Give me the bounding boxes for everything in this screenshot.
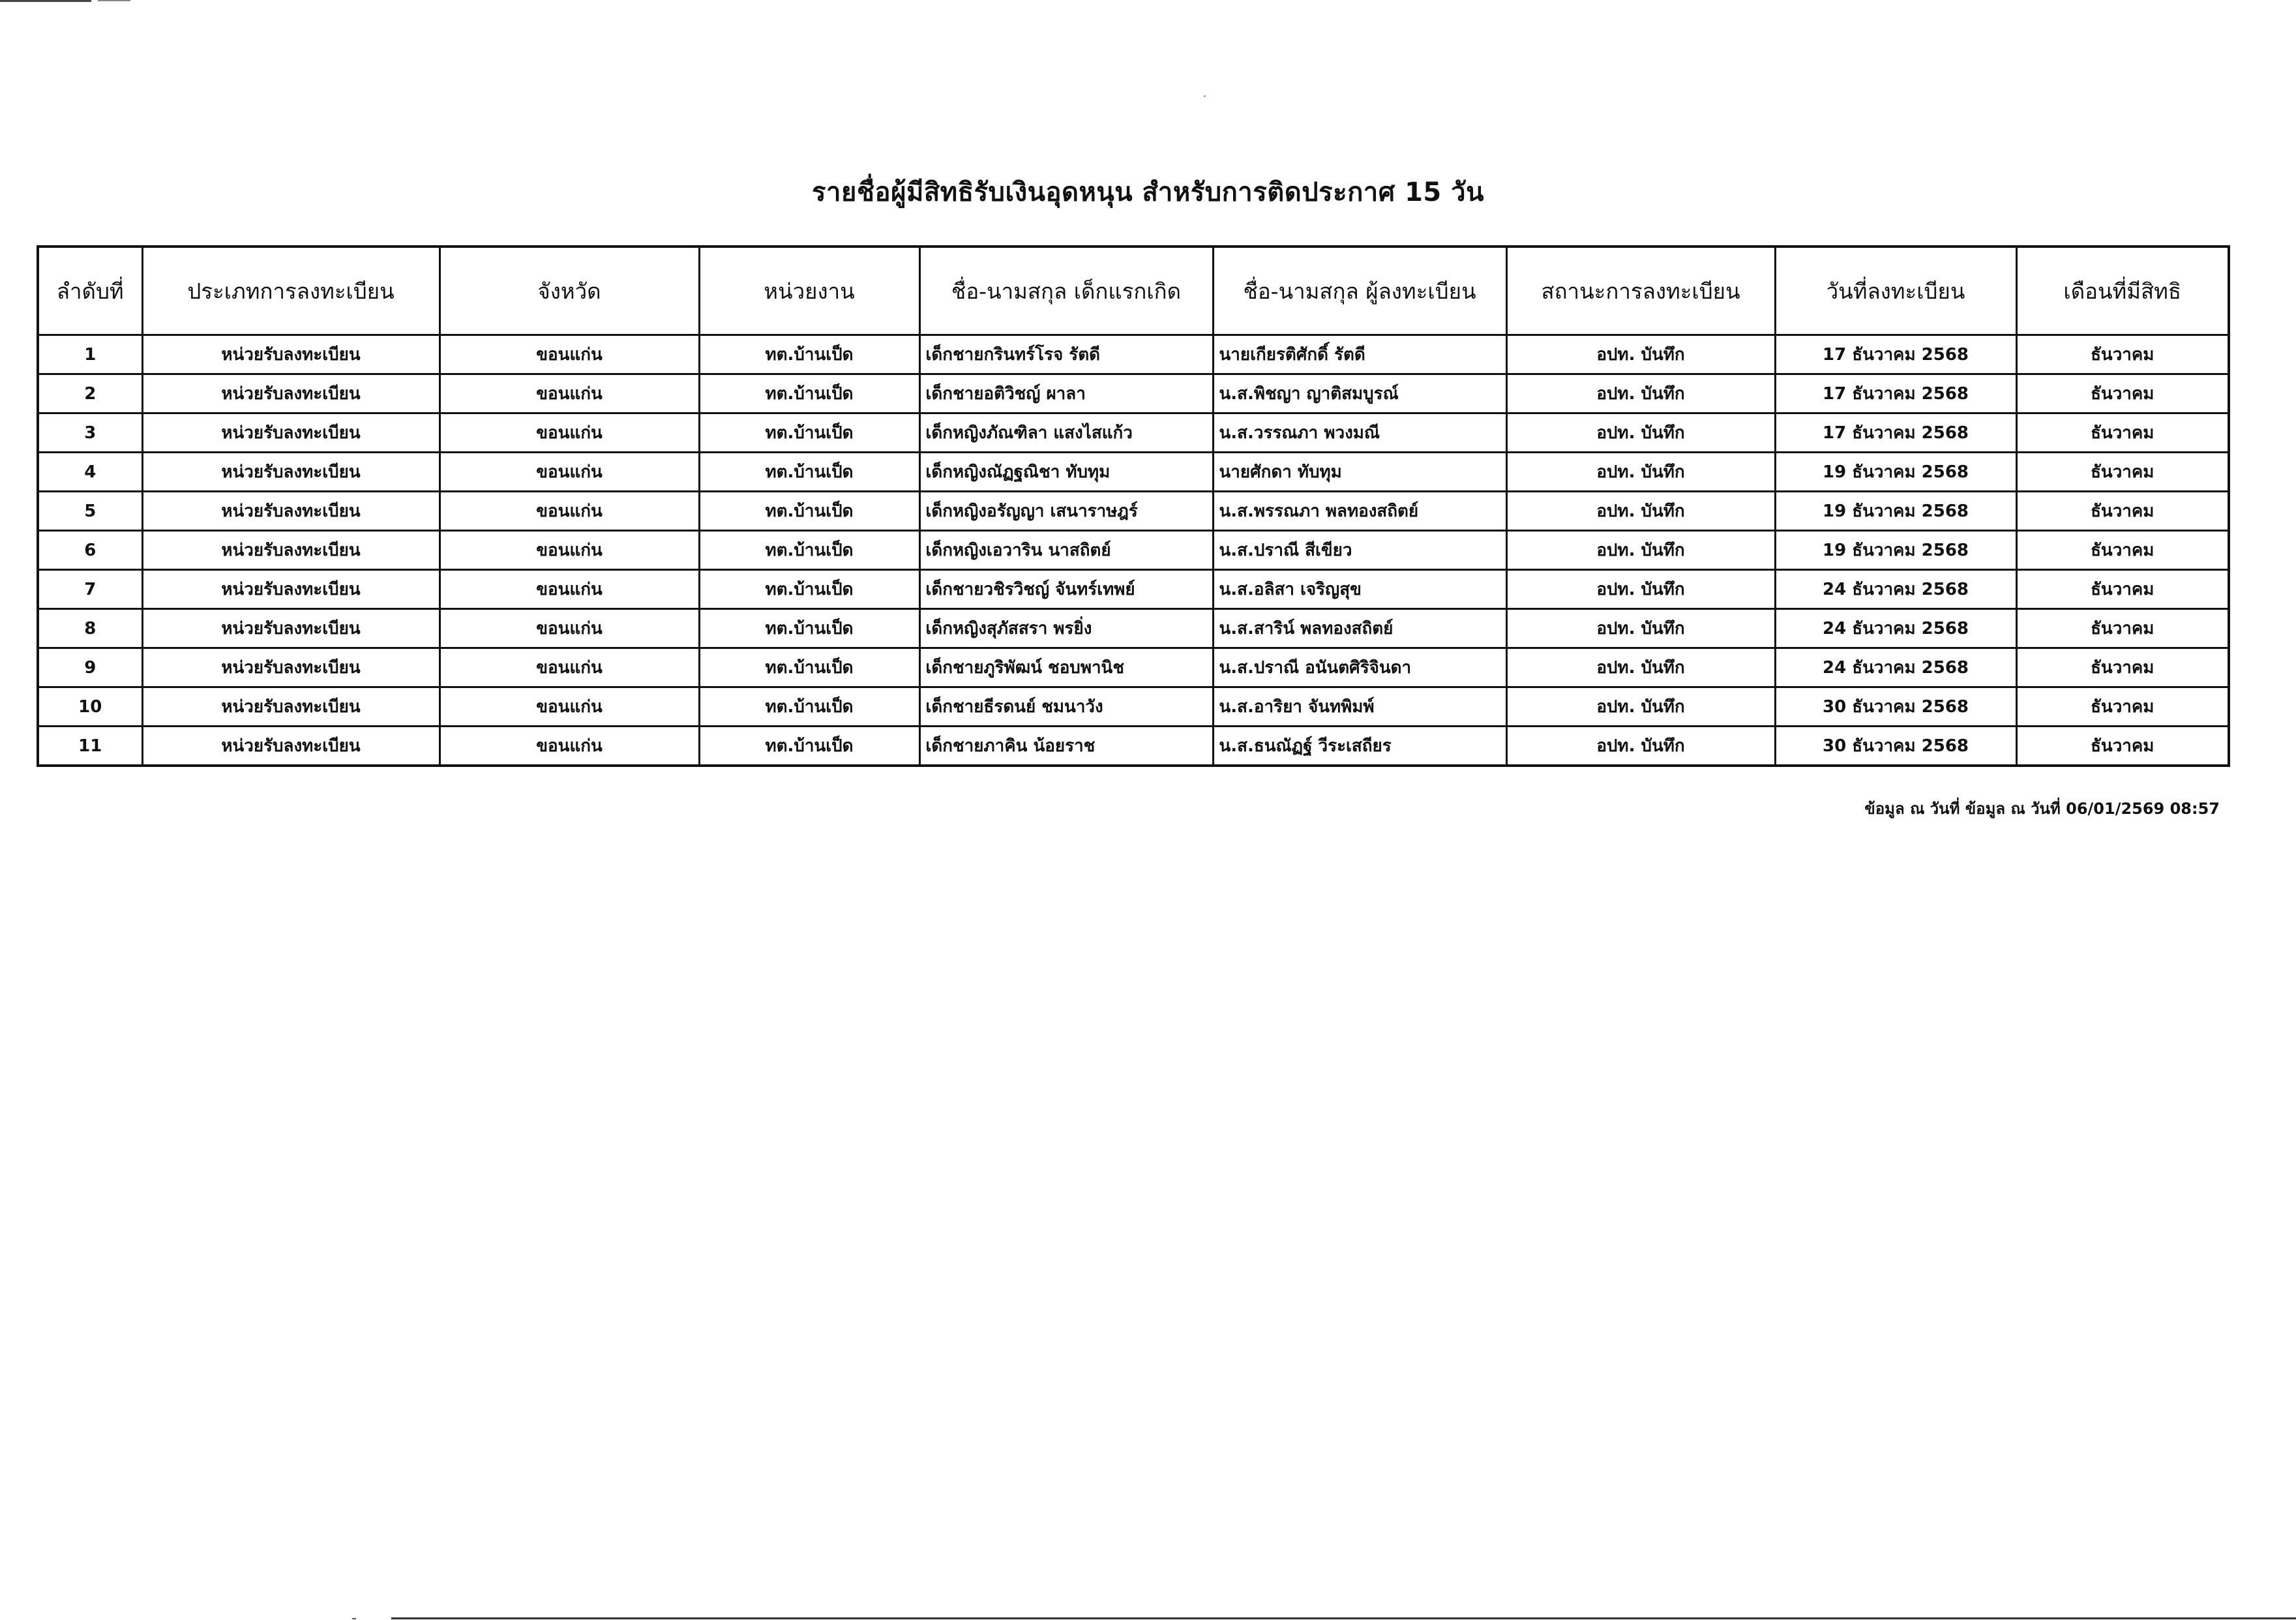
cell-eligible-month: ธันวาคม (2016, 413, 2229, 453)
table-row (38, 531, 2229, 570)
registration-table (37, 245, 2230, 767)
cell-registration-type: หน่วยรับลงทะเบียน (142, 335, 440, 374)
cell-agency: ทต.บ้านเป็ด (699, 335, 919, 374)
cell-province: ขอนแก่น (440, 531, 699, 570)
cell-province: ขอนแก่น (440, 453, 699, 492)
cell-registration-date: 24 ธันวาคม 2568 (1775, 648, 2016, 687)
cell-province: ขอนแก่น (440, 609, 699, 648)
cell-registration-date: 19 ธันวาคม 2568 (1775, 531, 2016, 570)
cell-registrant-name: น.ส.อลิสา เจริญสุข (1213, 570, 1506, 609)
table-header-row (38, 247, 2229, 335)
cell-province: ขอนแก่น (440, 492, 699, 531)
table-row (38, 492, 2229, 531)
cell-registration-status: อปท. บันทึก (1506, 413, 1775, 453)
cell-registration-date: 17 ธันวาคม 2568 (1775, 413, 2016, 453)
table-row (38, 335, 2229, 374)
cell-eligible-month: ธันวาคม (2016, 687, 2229, 727)
cell-registrant-name: น.ส.สาริน์ พลทองสถิตย์ (1213, 609, 1506, 648)
cell-registration-status: อปท. บันทึก (1506, 531, 1775, 570)
cell-province: ขอนแก่น (440, 374, 699, 413)
cell-eligible-month: ธันวาคม (2016, 570, 2229, 609)
cell-province: ขอนแก่น (440, 648, 699, 687)
header-registration-status: สถานะการลงทะเบียน (1506, 247, 1775, 335)
cell-registration-status: อปท. บันทึก (1506, 453, 1775, 492)
scan-speck (1204, 95, 1206, 97)
cell-registration-status: อปท. บันทึก (1506, 609, 1775, 648)
cell-newborn-name: เด็กชายอติวิชญ์ ผาลา (919, 374, 1213, 413)
cell-registration-date: 30 ธันวาคม 2568 (1775, 727, 2016, 766)
cell-index: 4 (38, 453, 142, 492)
cell-registration-type: หน่วยรับลงทะเบียน (142, 609, 440, 648)
cell-registration-type: หน่วยรับลงทะเบียน (142, 531, 440, 570)
cell-eligible-month: ธันวาคม (2016, 453, 2229, 492)
cell-registration-type: หน่วยรับลงทะเบียน (142, 727, 440, 766)
cell-newborn-name: เด็กชายภาคิน น้อยราช (919, 727, 1213, 766)
header-index: ลำดับที่ (38, 247, 142, 335)
table-row (38, 374, 2229, 413)
header-registration-type: ประเภทการลงทะเบียน (142, 247, 440, 335)
cell-newborn-name: เด็กหญิงสุภัสสรา พรยิ่ง (919, 609, 1213, 648)
cell-agency: ทต.บ้านเป็ด (699, 687, 919, 727)
cell-index: 11 (38, 727, 142, 766)
cell-agency: ทต.บ้านเป็ด (699, 453, 919, 492)
table-row (38, 727, 2229, 766)
cell-registration-date: 24 ธันวาคม 2568 (1775, 570, 2016, 609)
cell-agency: ทต.บ้านเป็ด (699, 727, 919, 766)
cell-registration-type: หน่วยรับลงทะเบียน (142, 374, 440, 413)
cell-registration-status: อปท. บันทึก (1506, 492, 1775, 531)
cell-agency: ทต.บ้านเป็ด (699, 374, 919, 413)
header-newborn-name: ชื่อ-นามสกุล เด็กแรกเกิด (919, 247, 1213, 335)
table-row (38, 453, 2229, 492)
cell-eligible-month: ธันวาคม (2016, 492, 2229, 531)
cell-registrant-name: น.ส.พรรณภา พลทองสถิตย์ (1213, 492, 1506, 531)
cell-registrant-name: น.ส.วรรณภา พวงมณี (1213, 413, 1506, 453)
cell-newborn-name: เด็กชายกรินทร์โรจ รัตดี (919, 335, 1213, 374)
table-row (38, 413, 2229, 453)
cell-agency: ทต.บ้านเป็ด (699, 609, 919, 648)
cell-eligible-month: ธันวาคม (2016, 727, 2229, 766)
cell-index: 1 (38, 335, 142, 374)
cell-eligible-month: ธันวาคม (2016, 374, 2229, 413)
cell-registration-status: อปท. บันทึก (1506, 687, 1775, 727)
cell-registration-type: หน่วยรับลงทะเบียน (142, 453, 440, 492)
cell-eligible-month: ธันวาคม (2016, 648, 2229, 687)
header-registrant-name: ชื่อ-นามสกุล ผู้ลงทะเบียน (1213, 247, 1506, 335)
cell-index: 8 (38, 609, 142, 648)
cell-province: ขอนแก่น (440, 335, 699, 374)
cell-registrant-name: นายศักดา ทับทุม (1213, 453, 1506, 492)
cell-eligible-month: ธันวาคม (2016, 609, 2229, 648)
cell-newborn-name: เด็กชายธีรดนย์ ชมนาวัง (919, 687, 1213, 727)
cell-registration-type: หน่วยรับลงทะเบียน (142, 413, 440, 453)
cell-registration-status: อปท. บันทึก (1506, 570, 1775, 609)
header-registration-date: วันที่ลงทะเบียน (1775, 247, 2016, 335)
header-eligible-month: เดือนที่มีสิทธิ (2016, 247, 2229, 335)
cell-registration-date: 17 ธันวาคม 2568 (1775, 374, 2016, 413)
cell-newborn-name: เด็กหญิงณัฏฐณิชา ทับทุม (919, 453, 1213, 492)
cell-registrant-name: น.ส.ธนณัฏฐ์ วีระเสถียร (1213, 727, 1506, 766)
cell-index: 9 (38, 648, 142, 687)
cell-agency: ทต.บ้านเป็ด (699, 492, 919, 531)
document-title: รายชื่อผู้มีสิทธิรับเงินอุดหนุน สำหรับการติดประกาศ 15 วัน (812, 177, 1484, 207)
cell-registration-status: อปท. บันทึก (1506, 374, 1775, 413)
cell-province: ขอนแก่น (440, 570, 699, 609)
cell-registration-status: อปท. บันทึก (1506, 648, 1775, 687)
cell-eligible-month: ธันวาคม (2016, 335, 2229, 374)
cell-newborn-name: เด็กหญิงภัณฑิลา แสงไสแก้ว (919, 413, 1213, 453)
cell-registration-type: หน่วยรับลงทะเบียน (142, 492, 440, 531)
table-row (38, 687, 2229, 727)
cell-province: ขอนแก่น (440, 413, 699, 453)
cell-registration-status: อปท. บันทึก (1506, 727, 1775, 766)
cell-agency: ทต.บ้านเป็ด (699, 531, 919, 570)
cell-registration-type: หน่วยรับลงทะเบียน (142, 570, 440, 609)
cell-newborn-name: เด็กหญิงเอวาริน นาสถิตย์ (919, 531, 1213, 570)
table-body (38, 335, 2229, 766)
cell-registrant-name: น.ส.ปราณี อนันตศิริจินดา (1213, 648, 1506, 687)
header-province: จังหวัด (440, 247, 699, 335)
cell-registrant-name: นายเกียรติศักดิ์ รัตดี (1213, 335, 1506, 374)
cell-index: 6 (38, 531, 142, 570)
data-timestamp-note: ข้อมูล ณ วันที่ ข้อมูล ณ วันที่ 06/01/2569 08:57 (1864, 800, 2220, 818)
cell-registrant-name: น.ส.ปราณี สีเขียว (1213, 531, 1506, 570)
cell-registration-date: 24 ธันวาคม 2568 (1775, 609, 2016, 648)
cell-registration-type: หน่วยรับลงทะเบียน (142, 687, 440, 727)
cell-registration-date: 30 ธันวาคม 2568 (1775, 687, 2016, 727)
cell-index: 5 (38, 492, 142, 531)
cell-registration-status: อปท. บันทึก (1506, 335, 1775, 374)
cell-index: 10 (38, 687, 142, 727)
cell-registration-date: 17 ธันวาคม 2568 (1775, 335, 2016, 374)
cell-newborn-name: เด็กหญิงอรัญญา เสนาราษฎร์ (919, 492, 1213, 531)
cell-registration-type: หน่วยรับลงทะเบียน (142, 648, 440, 687)
table-row (38, 648, 2229, 687)
scan-edge-mark (0, 0, 91, 2)
cell-agency: ทต.บ้านเป็ด (699, 570, 919, 609)
cell-agency: ทต.บ้านเป็ด (699, 648, 919, 687)
cell-registration-date: 19 ธันวาคม 2568 (1775, 492, 2016, 531)
cell-registrant-name: น.ส.พิชญา ญาติสมบูรณ์ (1213, 374, 1506, 413)
cell-province: ขอนแก่น (440, 727, 699, 766)
scan-edge-mark (352, 1618, 356, 1619)
cell-newborn-name: เด็กชายวชิรวิชญ์ จันทร์เทพย์ (919, 570, 1213, 609)
scan-edge-line (391, 1617, 2296, 1619)
cell-newborn-name: เด็กชายภูริพัฒน์ ชอบพานิช (919, 648, 1213, 687)
cell-index: 2 (38, 374, 142, 413)
cell-registration-date: 19 ธันวาคม 2568 (1775, 453, 2016, 492)
cell-registrant-name: น.ส.อาริยา จันทพิมพ์ (1213, 687, 1506, 727)
header-agency: หน่วยงาน (699, 247, 919, 335)
table-row (38, 609, 2229, 648)
cell-province: ขอนแก่น (440, 687, 699, 727)
cell-eligible-month: ธันวาคม (2016, 531, 2229, 570)
cell-index: 7 (38, 570, 142, 609)
cell-agency: ทต.บ้านเป็ด (699, 413, 919, 453)
table-row (38, 570, 2229, 609)
cell-index: 3 (38, 413, 142, 453)
scan-edge-mark (98, 0, 130, 1)
